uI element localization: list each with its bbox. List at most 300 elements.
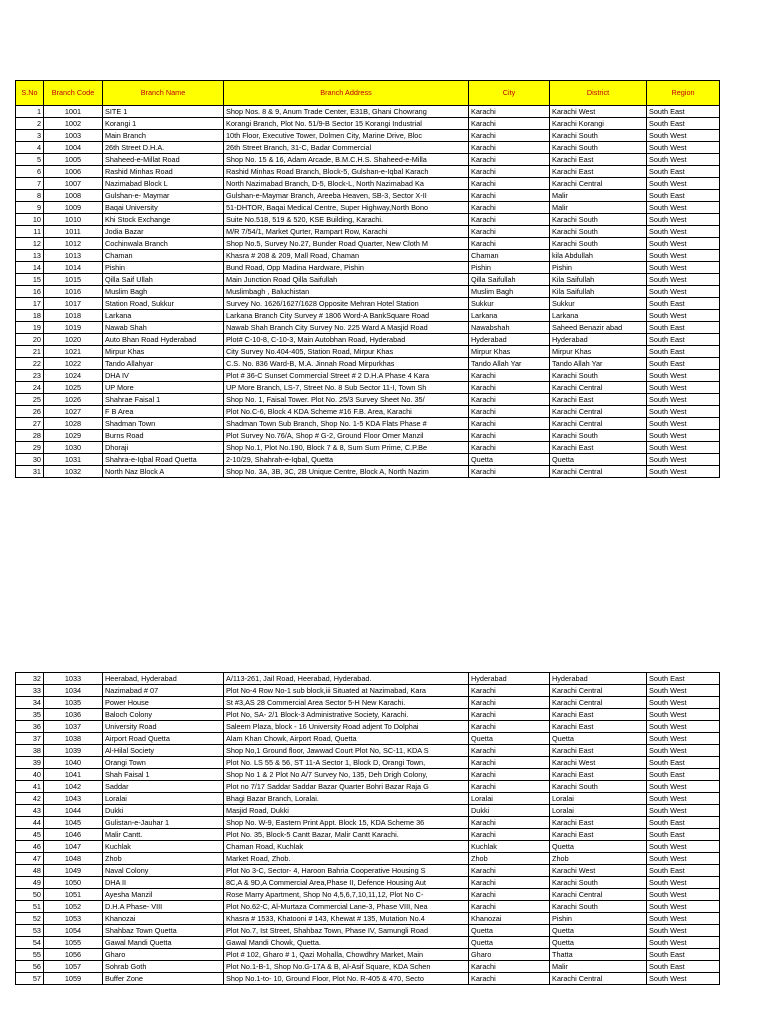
cell-region: South West xyxy=(647,214,720,226)
cell-district: kila Abdullah xyxy=(550,250,647,262)
cell-branch-address: Bund Road, Opp Madina Hardware, Pishin xyxy=(224,262,469,274)
cell-branch-name: Chaman xyxy=(103,250,224,262)
cell-serial-no: 28 xyxy=(16,430,44,442)
cell-branch-name: University Road xyxy=(103,721,224,733)
table-row xyxy=(16,226,720,238)
cell-branch-name: Malir Cantt. xyxy=(103,829,224,841)
cell-branch-code: 1026 xyxy=(44,394,103,406)
cell-branch-name: Gulshan-e- Maymar xyxy=(103,190,224,202)
cell-district: Loralai xyxy=(550,805,647,817)
cell-district: Karachi Central xyxy=(550,418,647,430)
cell-region: South East xyxy=(647,949,720,961)
cell-district: Kila Saifullah xyxy=(550,286,647,298)
cell-region: South East xyxy=(647,106,720,118)
table-row xyxy=(16,685,720,697)
cell-branch-code: 1039 xyxy=(44,745,103,757)
cell-branch-code: 1019 xyxy=(44,322,103,334)
cell-serial-no: 50 xyxy=(16,889,44,901)
cell-district: Thatta xyxy=(550,949,647,961)
cell-city: Karachi xyxy=(469,973,550,985)
cell-branch-code: 1007 xyxy=(44,178,103,190)
branch-table-bottom xyxy=(15,672,720,985)
table-row xyxy=(16,262,720,274)
table-row xyxy=(16,913,720,925)
cell-branch-code: 1054 xyxy=(44,925,103,937)
cell-serial-no: 48 xyxy=(16,865,44,877)
cell-branch-code: 1009 xyxy=(44,202,103,214)
cell-district: Karachi West xyxy=(550,865,647,877)
table-row xyxy=(16,418,720,430)
cell-branch-name: Qilla Saif Ullah xyxy=(103,274,224,286)
cell-city: Karachi xyxy=(469,709,550,721)
cell-city: Karachi xyxy=(469,769,550,781)
cell-district: Quetta xyxy=(550,925,647,937)
header-cell: S.No xyxy=(16,81,44,106)
cell-branch-name: Shadman Town xyxy=(103,418,224,430)
cell-district: Karachi West xyxy=(550,757,647,769)
cell-district: Sukkur xyxy=(550,298,647,310)
cell-district: Malir xyxy=(550,190,647,202)
cell-branch-code: 1034 xyxy=(44,685,103,697)
cell-region: South West xyxy=(647,697,720,709)
table-row xyxy=(16,442,720,454)
table-row xyxy=(16,829,720,841)
cell-branch-address: Shop No.1-to- 10, Ground Floor, Plot No. R-405 & 470, Secto xyxy=(224,973,469,985)
branch-table-top xyxy=(15,80,720,478)
cell-region: South East xyxy=(647,334,720,346)
cell-city: Karachi xyxy=(469,877,550,889)
cell-branch-address: Shop No 1 & 2 Plot No A/7 Survey No, 135, Deh Drigh Colony, xyxy=(224,769,469,781)
cell-region: South West xyxy=(647,466,720,478)
cell-branch-code: 1006 xyxy=(44,166,103,178)
table-row xyxy=(16,370,720,382)
cell-district: Karachi South xyxy=(550,901,647,913)
cell-city: Qilla Saifullah xyxy=(469,274,550,286)
cell-branch-name: Khanozai xyxy=(103,913,224,925)
cell-serial-no: 51 xyxy=(16,901,44,913)
cell-branch-name: Burns Road xyxy=(103,430,224,442)
cell-city: Karachi xyxy=(469,382,550,394)
cell-city: Khanozai xyxy=(469,913,550,925)
cell-branch-name: Zhob xyxy=(103,853,224,865)
cell-branch-name: Shaheed-e-Millat Road xyxy=(103,154,224,166)
table-row xyxy=(16,466,720,478)
cell-branch-name: Muslim Bagh xyxy=(103,286,224,298)
table-row xyxy=(16,745,720,757)
cell-branch-address: 10th Floor, Executive Tower, Dolmen City, Marine Drive, Bloc xyxy=(224,130,469,142)
cell-region: South East xyxy=(647,769,720,781)
cell-branch-address: Korangi Branch, Plot No. 51/9-B Sector 15 Korangi Industrial xyxy=(224,118,469,130)
cell-district: Karachi East xyxy=(550,394,647,406)
cell-serial-no: 3 xyxy=(16,130,44,142)
cell-region: South West xyxy=(647,454,720,466)
cell-serial-no: 9 xyxy=(16,202,44,214)
cell-city: Karachi xyxy=(469,190,550,202)
cell-region: South West xyxy=(647,262,720,274)
cell-branch-address: Plot No-4 Row No-1 sub block,iii Situated at Nazimabad, Kara xyxy=(224,685,469,697)
cell-city: Karachi xyxy=(469,238,550,250)
table-row xyxy=(16,238,720,250)
cell-city: Hyderabad xyxy=(469,673,550,685)
cell-branch-name: Baloch Colony xyxy=(103,709,224,721)
cell-branch-name: Khi Stock Exchange xyxy=(103,214,224,226)
cell-branch-code: 1030 xyxy=(44,442,103,454)
cell-district: Karachi East xyxy=(550,829,647,841)
cell-branch-code: 1056 xyxy=(44,949,103,961)
cell-region: South West xyxy=(647,238,720,250)
cell-branch-address: Masjid Road, Dukki xyxy=(224,805,469,817)
cell-branch-code: 1055 xyxy=(44,937,103,949)
cell-branch-code: 1027 xyxy=(44,406,103,418)
cell-region: South West xyxy=(647,901,720,913)
cell-city: Quetta xyxy=(469,937,550,949)
cell-region: South East xyxy=(647,961,720,973)
cell-city: Karachi xyxy=(469,817,550,829)
cell-serial-no: 32 xyxy=(16,673,44,685)
cell-district: Karachi South xyxy=(550,430,647,442)
cell-city: Pishin xyxy=(469,262,550,274)
cell-city: Karachi xyxy=(469,466,550,478)
cell-branch-address: Shop No. 3A, 3B, 3C, 2B Unique Centre, Block A, North Nazim xyxy=(224,466,469,478)
cell-region: South East xyxy=(647,817,720,829)
cell-branch-address: C.S. No. 836 Ward-B, M.A. Jinnah Road Mirpurkhas xyxy=(224,358,469,370)
cell-branch-code: 1032 xyxy=(44,466,103,478)
cell-branch-address: Shop No. W-9, Eastern Print Appt. Block 15, KDA Scheme 36 xyxy=(224,817,469,829)
cell-branch-name: Auto Bhan Road Hyderabad xyxy=(103,334,224,346)
cell-region: South West xyxy=(647,250,720,262)
cell-city: Larkana xyxy=(469,310,550,322)
table-row xyxy=(16,274,720,286)
cell-district: Karachi Central xyxy=(550,178,647,190)
cell-branch-code: 1024 xyxy=(44,370,103,382)
cell-branch-address: Plot # 102, Gharo # 1, Qazi Mohalla, Chowdhry Market, Main xyxy=(224,949,469,961)
cell-district: Malir xyxy=(550,961,647,973)
cell-serial-no: 31 xyxy=(16,466,44,478)
cell-branch-code: 1033 xyxy=(44,673,103,685)
cell-branch-address: Alam Khan Chowk, Airport Road, Quetta xyxy=(224,733,469,745)
table-row xyxy=(16,130,720,142)
cell-region: South West xyxy=(647,202,720,214)
cell-branch-name: UP More xyxy=(103,382,224,394)
cell-city: Zhob xyxy=(469,853,550,865)
header-row xyxy=(16,81,720,106)
table-row xyxy=(16,793,720,805)
cell-branch-code: 1031 xyxy=(44,454,103,466)
cell-branch-name: North Naz Block A xyxy=(103,466,224,478)
cell-region: South East xyxy=(647,757,720,769)
cell-region: South East xyxy=(647,190,720,202)
cell-branch-name: Ayesha Manzil xyxy=(103,889,224,901)
cell-district: Karachi South xyxy=(550,370,647,382)
cell-branch-name: Buffer Zone xyxy=(103,973,224,985)
cell-district: Malir xyxy=(550,202,647,214)
cell-district: Karachi East xyxy=(550,721,647,733)
cell-serial-no: 42 xyxy=(16,793,44,805)
cell-district: Loralai xyxy=(550,793,647,805)
cell-branch-name: Saddar xyxy=(103,781,224,793)
cell-branch-code: 1012 xyxy=(44,238,103,250)
table-row xyxy=(16,949,720,961)
cell-branch-address: 2-10/29, Shahrah-e-Iqbal, Quetta xyxy=(224,454,469,466)
cell-branch-address: Khasra # 208 & 209, Mall Road, Chaman xyxy=(224,250,469,262)
cell-branch-code: 1029 xyxy=(44,430,103,442)
cell-branch-address: Shop No. 15 & 16, Adam Arcade, B.M.C.H.S. Shaheed-e-Milla xyxy=(224,154,469,166)
cell-city: Karachi xyxy=(469,781,550,793)
cell-city: Karachi xyxy=(469,961,550,973)
cell-branch-name: Nazimabad # 07 xyxy=(103,685,224,697)
cell-serial-no: 4 xyxy=(16,142,44,154)
cell-branch-name: Shahrae Faisal 1 xyxy=(103,394,224,406)
table-row xyxy=(16,853,720,865)
cell-branch-address: A/113-261, Jail Road, Heerabad, Hyderabad. xyxy=(224,673,469,685)
cell-city: Karachi xyxy=(469,178,550,190)
cell-serial-no: 37 xyxy=(16,733,44,745)
cell-branch-code: 1050 xyxy=(44,877,103,889)
cell-branch-address: Suite No.518, 519 & 520, KSE Building, Karachi. xyxy=(224,214,469,226)
cell-city: Karachi xyxy=(469,202,550,214)
cell-branch-name: Kuchlak xyxy=(103,841,224,853)
cell-city: Karachi xyxy=(469,829,550,841)
cell-branch-address: UP More Branch, LS-7, Street No. 8 Sub Sector 11-I, Town Sh xyxy=(224,382,469,394)
cell-branch-name: Pishin xyxy=(103,262,224,274)
cell-serial-no: 5 xyxy=(16,154,44,166)
cell-branch-code: 1022 xyxy=(44,358,103,370)
table-row xyxy=(16,346,720,358)
cell-region: South West xyxy=(647,685,720,697)
cell-branch-code: 1042 xyxy=(44,781,103,793)
cell-district: Karachi East xyxy=(550,154,647,166)
cell-branch-name: Dhoraji xyxy=(103,442,224,454)
table-row xyxy=(16,394,720,406)
table-row xyxy=(16,889,720,901)
cell-region: South East xyxy=(647,673,720,685)
cell-branch-address: Bhagi Bazar Branch, Loralai. xyxy=(224,793,469,805)
cell-branch-code: 1041 xyxy=(44,769,103,781)
cell-district: Karachi Central xyxy=(550,382,647,394)
cell-region: South West xyxy=(647,973,720,985)
cell-region: South West xyxy=(647,370,720,382)
cell-district: Hyderabad xyxy=(550,334,647,346)
cell-serial-no: 14 xyxy=(16,262,44,274)
table-row xyxy=(16,382,720,394)
cell-branch-address: Shop No. 1, Faisal Tower. Plot No. 25/3 Survey Sheet No. 35/ xyxy=(224,394,469,406)
cell-district: Quetta xyxy=(550,454,647,466)
cell-serial-no: 21 xyxy=(16,346,44,358)
cell-region: South West xyxy=(647,709,720,721)
cell-region: South West xyxy=(647,394,720,406)
cell-branch-name: Sohrab Goth xyxy=(103,961,224,973)
cell-city: Quetta xyxy=(469,733,550,745)
table-row xyxy=(16,973,720,985)
cell-serial-no: 8 xyxy=(16,190,44,202)
cell-serial-no: 2 xyxy=(16,118,44,130)
cell-branch-name: Cochinwala Branch xyxy=(103,238,224,250)
cell-city: Muslim Bagh xyxy=(469,286,550,298)
cell-serial-no: 52 xyxy=(16,913,44,925)
cell-region: South West xyxy=(647,721,720,733)
cell-branch-address: Shop No,1 Ground floor, Jawwad Court Plot No, SC-11, KDA S xyxy=(224,745,469,757)
table-row xyxy=(16,901,720,913)
table-row xyxy=(16,118,720,130)
cell-branch-name: Orangi Town xyxy=(103,757,224,769)
table-row xyxy=(16,190,720,202)
cell-region: South West xyxy=(647,442,720,454)
cell-branch-address: Plot No 3-C, Sector- 4, Haroon Bahria Cooperative Housing S xyxy=(224,865,469,877)
cell-district: Karachi East xyxy=(550,769,647,781)
cell-branch-name: F B Area xyxy=(103,406,224,418)
cell-branch-address: Saleem Plaza, block - 16 University Road adjent To Dolphai xyxy=(224,721,469,733)
table-row xyxy=(16,406,720,418)
cell-region: South West xyxy=(647,925,720,937)
cell-region: South East xyxy=(647,118,720,130)
table-row xyxy=(16,817,720,829)
table-row xyxy=(16,769,720,781)
cell-branch-address: Gawal Mandi Chowk, Quetta. xyxy=(224,937,469,949)
table-row xyxy=(16,358,720,370)
cell-city: Karachi xyxy=(469,745,550,757)
cell-region: South West xyxy=(647,142,720,154)
cell-branch-code: 1045 xyxy=(44,817,103,829)
cell-branch-address: Plot No.1-B-1, Shop No.G-17A & B, Al-Asif Square, KDA Schen xyxy=(224,961,469,973)
cell-district: Karachi West xyxy=(550,106,647,118)
cell-branch-address: Shop No.5, Survey No.27, Bunder Road Quarter, New Cloth M xyxy=(224,238,469,250)
cell-branch-code: 1004 xyxy=(44,142,103,154)
cell-branch-code: 1048 xyxy=(44,853,103,865)
cell-city: Karachi xyxy=(469,418,550,430)
cell-city: Karachi xyxy=(469,697,550,709)
cell-region: South West xyxy=(647,418,720,430)
cell-region: South East xyxy=(647,346,720,358)
cell-district: Quetta xyxy=(550,841,647,853)
cell-district: Larkana xyxy=(550,310,647,322)
table-row xyxy=(16,781,720,793)
cell-district: Karachi East xyxy=(550,817,647,829)
cell-branch-code: 1057 xyxy=(44,961,103,973)
table-row xyxy=(16,709,720,721)
cell-branch-code: 1038 xyxy=(44,733,103,745)
cell-city: Karachi xyxy=(469,226,550,238)
cell-serial-no: 33 xyxy=(16,685,44,697)
table-row xyxy=(16,202,720,214)
cell-branch-code: 1052 xyxy=(44,901,103,913)
cell-region: South West xyxy=(647,286,720,298)
cell-city: Kuchlak xyxy=(469,841,550,853)
table-body xyxy=(16,106,720,478)
cell-city: Mirpur Khas xyxy=(469,346,550,358)
cell-branch-address: Plot No.7, Ist Street, Shahbaz Town, Phase IV, Samungli Road xyxy=(224,925,469,937)
cell-serial-no: 47 xyxy=(16,853,44,865)
cell-branch-address: Khasra # 1533, Khatooni # 143, Khewat # 135, Mutation No.4 xyxy=(224,913,469,925)
cell-branch-address: Plot No.62-C, Al-Murtaza Commercial Lane-3, Phase VIII, Nea xyxy=(224,901,469,913)
table-row xyxy=(16,178,720,190)
cell-branch-code: 1025 xyxy=(44,382,103,394)
cell-region: South West xyxy=(647,130,720,142)
cell-branch-name: DHA II xyxy=(103,877,224,889)
cell-serial-no: 43 xyxy=(16,805,44,817)
cell-branch-code: 1028 xyxy=(44,418,103,430)
cell-branch-code: 1011 xyxy=(44,226,103,238)
cell-branch-code: 1040 xyxy=(44,757,103,769)
cell-district: Quetta xyxy=(550,733,647,745)
cell-district: Karachi Central xyxy=(550,685,647,697)
cell-branch-code: 1053 xyxy=(44,913,103,925)
cell-city: Sukkur xyxy=(469,298,550,310)
cell-region: South West xyxy=(647,841,720,853)
table-row xyxy=(16,250,720,262)
cell-region: South East xyxy=(647,865,720,877)
cell-serial-no: 17 xyxy=(16,298,44,310)
cell-branch-code: 1018 xyxy=(44,310,103,322)
cell-branch-name: Power House xyxy=(103,697,224,709)
cell-branch-name: Shahbaz Town Quetta xyxy=(103,925,224,937)
cell-city: Karachi xyxy=(469,394,550,406)
cell-district: Karachi South xyxy=(550,238,647,250)
cell-region: South West xyxy=(647,913,720,925)
cell-city: Karachi xyxy=(469,142,550,154)
cell-branch-name: Gawal Mandi Quetta xyxy=(103,937,224,949)
table-row xyxy=(16,154,720,166)
cell-serial-no: 27 xyxy=(16,418,44,430)
table-row xyxy=(16,805,720,817)
cell-city: Karachi xyxy=(469,370,550,382)
cell-branch-name: Mirpur Khas xyxy=(103,346,224,358)
cell-branch-name: Al-Hilal Society xyxy=(103,745,224,757)
cell-district: Kila Saifullah xyxy=(550,274,647,286)
cell-district: Karachi Korangi xyxy=(550,118,647,130)
cell-branch-name: Nawab Shah xyxy=(103,322,224,334)
cell-serial-no: 7 xyxy=(16,178,44,190)
cell-district: Pishin xyxy=(550,262,647,274)
cell-serial-no: 10 xyxy=(16,214,44,226)
cell-district: Mirpur Khas xyxy=(550,346,647,358)
cell-city: Quetta xyxy=(469,454,550,466)
cell-city: Dukki xyxy=(469,805,550,817)
cell-branch-address: Shadman Town Sub Branch, Shop No. 1-5 KDA Flats Phase # xyxy=(224,418,469,430)
cell-branch-code: 1036 xyxy=(44,709,103,721)
cell-serial-no: 16 xyxy=(16,286,44,298)
cell-branch-name: DHA IV xyxy=(103,370,224,382)
cell-district: Karachi South xyxy=(550,781,647,793)
table-row xyxy=(16,142,720,154)
cell-branch-code: 1017 xyxy=(44,298,103,310)
cell-region: South West xyxy=(647,853,720,865)
cell-branch-address: 51-DHTOR, Baqai Medical Centre, Super Highway,North Bono xyxy=(224,202,469,214)
cell-district: Quetta xyxy=(550,937,647,949)
cell-district: Pishin xyxy=(550,913,647,925)
cell-branch-address: Larkana Branch City Survey # 1806 Word-A BankSquare Road xyxy=(224,310,469,322)
cell-serial-no: 53 xyxy=(16,925,44,937)
cell-district: Karachi Central xyxy=(550,889,647,901)
cell-region: South West xyxy=(647,274,720,286)
cell-branch-address: Shop Nos. 8 & 9, Anum Trade Center, E31B, Ghani Chowrang xyxy=(224,106,469,118)
cell-city: Karachi xyxy=(469,889,550,901)
cell-serial-no: 6 xyxy=(16,166,44,178)
cell-branch-address: Plot no 7/17 Saddar Saddar Bazar Quarter Bohri Bazar Raja G xyxy=(224,781,469,793)
cell-branch-name: 26th Street D.H.A. xyxy=(103,142,224,154)
cell-serial-no: 12 xyxy=(16,238,44,250)
cell-branch-code: 1021 xyxy=(44,346,103,358)
cell-branch-code: 1010 xyxy=(44,214,103,226)
cell-district: Zhob xyxy=(550,853,647,865)
cell-serial-no: 55 xyxy=(16,949,44,961)
cell-branch-address: Plot No. LS 55 & 56, ST 11-A Sector 1, Block D, Orangi Town, xyxy=(224,757,469,769)
cell-branch-name: Loralai xyxy=(103,793,224,805)
cell-serial-no: 57 xyxy=(16,973,44,985)
table-body xyxy=(16,673,720,985)
cell-city: Loralai xyxy=(469,793,550,805)
cell-city: Tando Allah Yar xyxy=(469,358,550,370)
table-row xyxy=(16,877,720,889)
